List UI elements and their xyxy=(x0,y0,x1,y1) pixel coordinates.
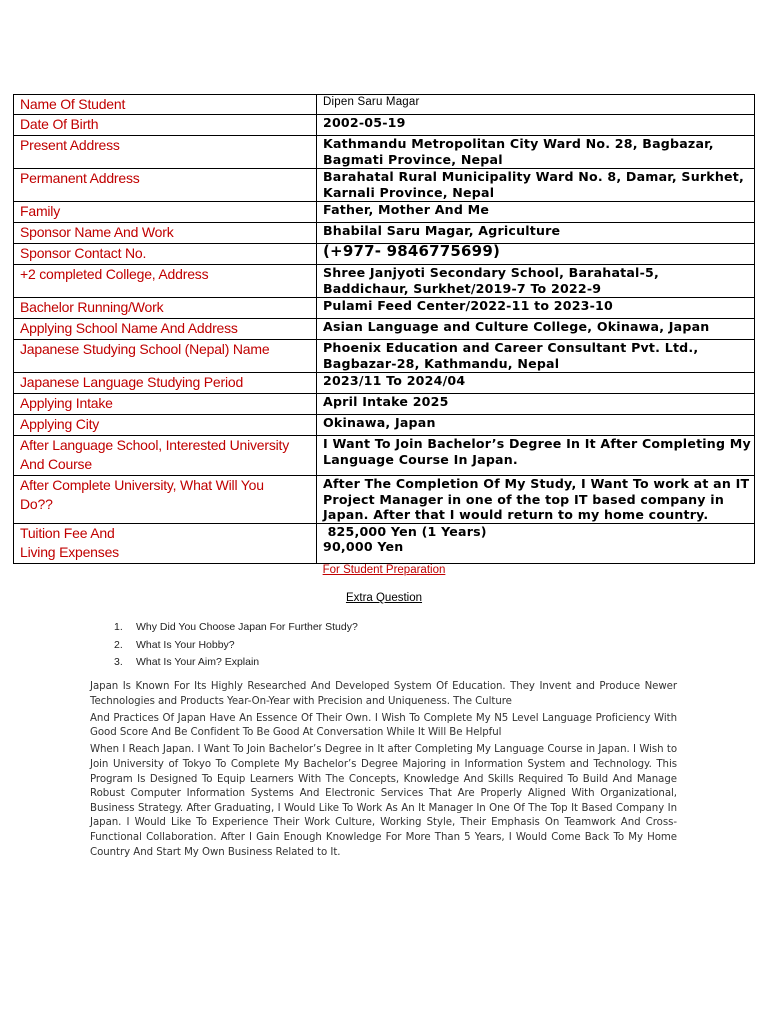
field-value-line: Phoenix Education and Career Consultant Pvt. Ltd., xyxy=(323,340,699,355)
field-label-line: Japanese Studying School (Nepal) Name xyxy=(20,341,270,357)
field-label-line: Bachelor Running/Work xyxy=(20,299,164,315)
field-value-line: 825,000 Yen (1 Years) xyxy=(323,523,487,539)
field-label-line: Family xyxy=(20,203,61,219)
field-value xyxy=(317,394,755,415)
field-value xyxy=(317,340,755,373)
field-value xyxy=(317,476,755,524)
field-value-line: Bhabilal Saru Magar, Agriculture xyxy=(323,223,561,238)
table-row xyxy=(14,115,755,136)
field-label xyxy=(14,223,317,244)
field-label xyxy=(14,436,317,476)
field-label-line: Do?? xyxy=(20,496,53,512)
field-label-line: Name Of Student xyxy=(20,96,126,112)
field-label-line: After Complete University, What Will You xyxy=(20,477,264,493)
field-label-line: After Language School, Interested University xyxy=(20,437,290,453)
table-row xyxy=(14,373,755,394)
table-row xyxy=(14,298,755,319)
field-value-line: Father, Mother And Me xyxy=(323,202,490,217)
table-row xyxy=(14,436,755,476)
field-value xyxy=(317,223,755,244)
field-value xyxy=(317,298,755,319)
field-value-line: Kathmandu Metropolitan City Ward No. 28, Bagbazar, xyxy=(323,136,714,151)
field-label-line: Sponsor Contact No. xyxy=(20,245,147,261)
field-value xyxy=(317,202,755,223)
field-label-line: Japanese Language Studying Period xyxy=(20,374,244,390)
field-value-line: April Intake 2025 xyxy=(323,394,449,409)
field-value-line: After The Completion Of My Study, I Want To work at an IT xyxy=(323,476,750,491)
field-label xyxy=(14,319,317,340)
essay-paragraph: When I Reach Japan. I Want To Join Bachelor’s Degree in It after Completing My Language Course in Japan. I Wish to Join University of Tokyo To Complete My Bachelor’s Degree Majoring in Information System and Technology. This Program Is Designed To Equip Learners With The Concepts, Knowledge And Skills Required To Build And Manage Robust Computer Information Systems And Electronic Services That Are Properly Aligned With Organizational, Business Strategy. After Graduating, I Would Like To Work As An It Manager In One Of The Top It Based Company In Japan. I Would Like To Experience Their Work Culture, Working Style, Their Emphasis On Teamwork And Cross-Functional Collaboration. After I Gain Enough Knowledge For More Than 5 Years, I Would Come Back To My Home Country And Start My Own Business Related to It. xyxy=(90,744,677,858)
field-value-line: 2023/11 To 2024/04 xyxy=(323,373,466,388)
table-row xyxy=(14,523,755,563)
field-value-line: 90,000 Yen xyxy=(323,539,404,554)
field-label xyxy=(14,115,317,136)
field-value-line: Okinawa, Japan xyxy=(323,415,436,430)
field-value xyxy=(317,373,755,394)
field-label xyxy=(14,136,317,169)
field-label xyxy=(14,298,317,319)
table-row xyxy=(14,136,755,169)
field-value-line: Bagbazar-28, Kathmandu, Nepal xyxy=(323,355,560,371)
essay-paragraph: Japan Is Known For Its Highly Researched And Developed System Of Education. They Invent and Produce Newer Technologies and Products Year-On-Year with Precision and Uniqueness. The Culture xyxy=(90,681,677,707)
field-label xyxy=(14,244,317,265)
field-value xyxy=(317,523,755,563)
field-label-line: +2 completed College, Address xyxy=(20,266,209,282)
table-row xyxy=(14,265,755,298)
field-label xyxy=(14,373,317,394)
field-value-line: Language Course In Japan. xyxy=(323,451,518,467)
student-info-table xyxy=(13,94,755,564)
field-value-line: Asian Language and Culture College, Okinawa, Japan xyxy=(323,319,710,334)
field-value xyxy=(317,136,755,169)
field-label xyxy=(14,394,317,415)
field-label xyxy=(14,476,317,524)
field-label-line: Tuition Fee And xyxy=(20,524,115,541)
field-value-line: Pulami Feed Center/2022-11 to 2023-10 xyxy=(323,298,613,313)
field-value xyxy=(317,319,755,340)
field-label-line: Living Expenses xyxy=(20,543,119,560)
table-row xyxy=(14,223,755,244)
table-row xyxy=(14,95,755,115)
field-label xyxy=(14,169,317,202)
field-value-line: Barahatal Rural Municipality Ward No. 8, Damar, Surkhet, xyxy=(323,169,744,184)
field-label xyxy=(14,265,317,298)
table-row xyxy=(14,340,755,373)
field-value-line: (+977- 9846775699) xyxy=(323,243,501,260)
field-label xyxy=(14,95,317,115)
field-value xyxy=(317,415,755,436)
table-row xyxy=(14,415,755,436)
field-label-line: And Course xyxy=(20,456,92,472)
field-value-line: I Want To Join Bachelor’s Degree In It After Completing My xyxy=(323,436,751,451)
field-label-line: Date Of Birth xyxy=(20,116,99,132)
field-label-line: Applying Intake xyxy=(20,395,113,411)
field-label-line: Permanent Address xyxy=(20,170,140,186)
question-number: 3. xyxy=(114,656,123,668)
field-value-line: Karnali Province, Nepal xyxy=(323,184,495,200)
question-number: 2. xyxy=(114,638,123,651)
table-row xyxy=(14,169,755,202)
preparation-title: For Student Preparation xyxy=(322,564,446,576)
field-value xyxy=(317,95,755,115)
field-value-line: Japan. After that I would return to my home country. xyxy=(323,507,709,522)
field-label xyxy=(14,340,317,373)
field-value xyxy=(317,265,755,298)
question-text: What Is Your Hobby? xyxy=(136,638,235,651)
question-item xyxy=(114,619,358,637)
field-label-line: Sponsor Name And Work xyxy=(20,224,174,240)
answer-essay xyxy=(90,680,677,863)
field-value xyxy=(317,115,755,136)
question-text: Why Did You Choose Japan For Further Study? xyxy=(136,621,358,633)
field-value-line: Project Manager in one of the top IT based company in xyxy=(323,491,724,507)
table-row xyxy=(14,202,755,223)
field-value-line: Shree Janjyoti Secondary School, Barahatal-5, xyxy=(323,265,659,280)
field-label-line: Present Address xyxy=(20,137,120,153)
field-value xyxy=(317,436,755,476)
student-info-table-body xyxy=(14,95,755,564)
question-item xyxy=(114,654,358,672)
field-label-line: Applying School Name And Address xyxy=(20,320,238,336)
question-text: What Is Your Aim? Explain xyxy=(136,656,260,668)
field-label xyxy=(14,202,317,223)
essay-paragraph: And Practices Of Japan Have An Essence Of Their Own. I Wish To Complete My N5 Level Language Proficiency With Good Score And Be Confident To Be Good At Conversation While It Will Be Helpful xyxy=(90,712,677,739)
field-value xyxy=(317,169,755,202)
field-value-line: Dipen Saru Magar xyxy=(323,96,420,108)
field-label xyxy=(14,415,317,436)
field-value-line: 2002-05-19 xyxy=(323,115,406,130)
table-row xyxy=(14,244,755,265)
table-row xyxy=(14,319,755,340)
question-number: 1. xyxy=(114,621,123,633)
field-value xyxy=(317,244,755,265)
question-item xyxy=(114,637,358,655)
field-label xyxy=(14,523,317,563)
field-value-line: Baddichaur, Surkhet/2019-7 To 2022-9 xyxy=(323,280,602,296)
question-list xyxy=(114,619,358,672)
table-row xyxy=(14,476,755,524)
field-label-line: Applying City xyxy=(20,416,100,432)
table-row xyxy=(14,394,755,415)
extra-question-title: Extra Question xyxy=(345,592,423,604)
field-value-line: Bagmati Province, Nepal xyxy=(323,151,503,167)
